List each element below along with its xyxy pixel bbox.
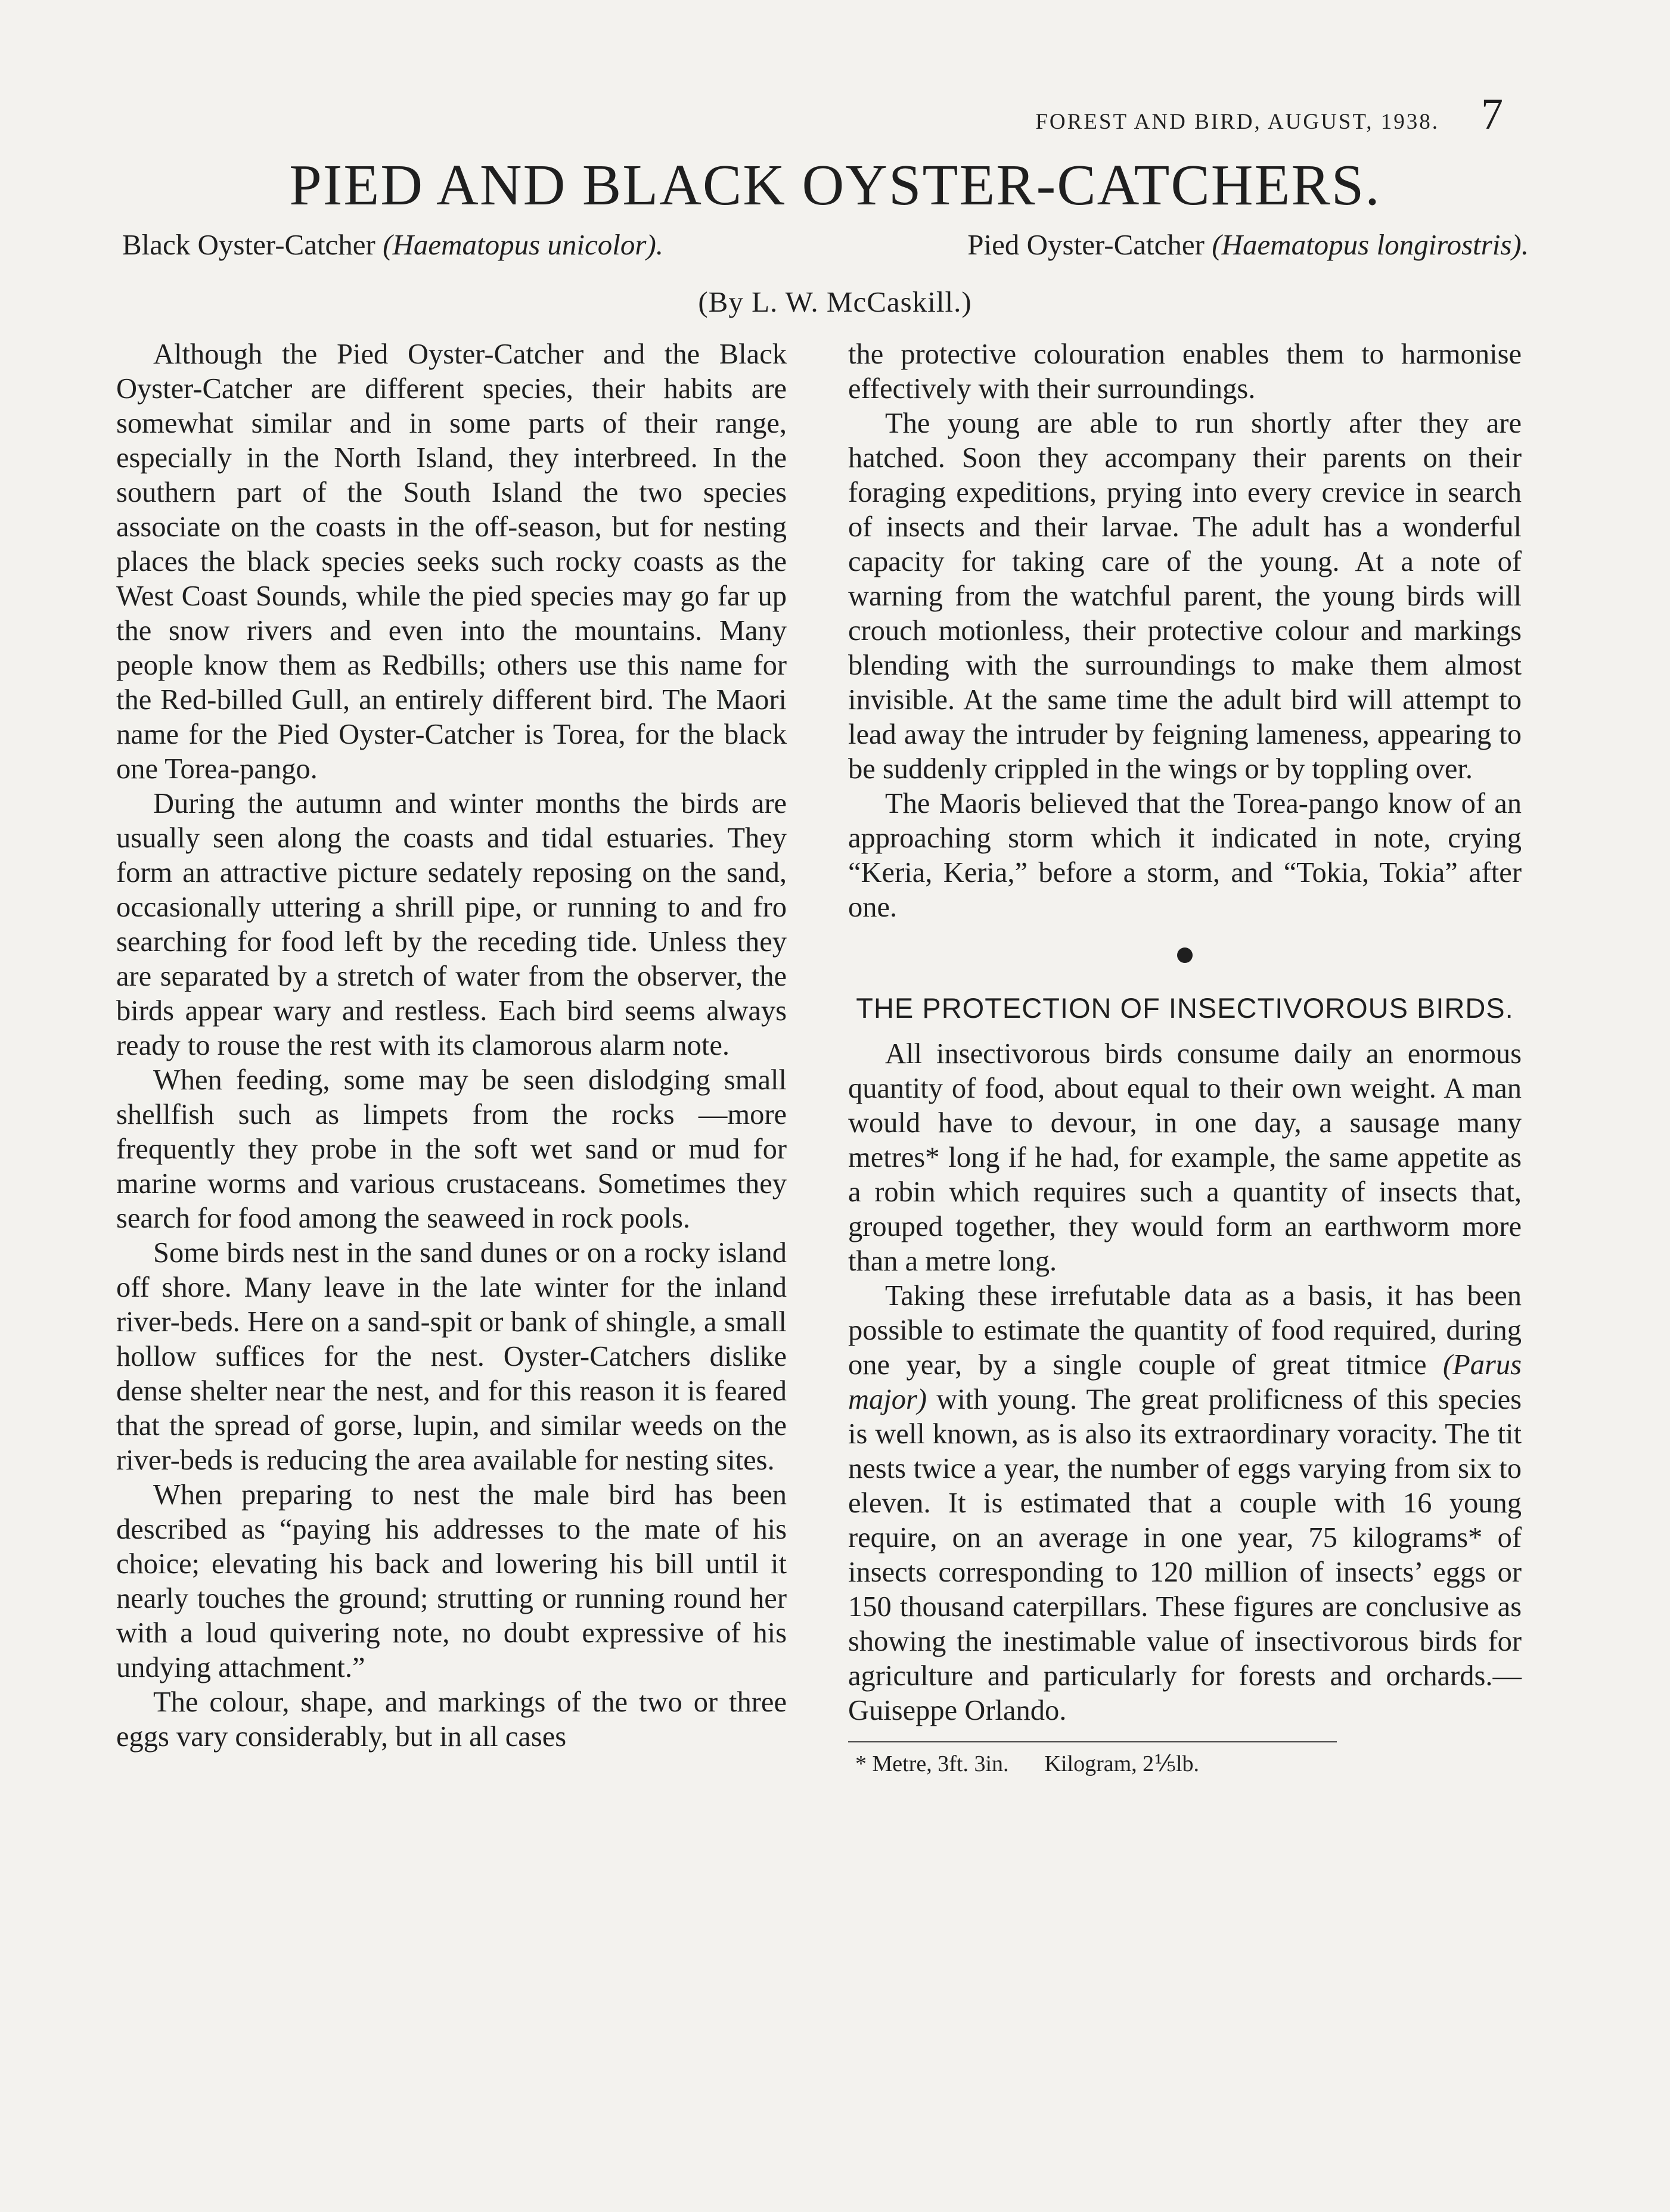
subtitle-pied-oyster-catcher: Pied Oyster-Catcher (Haematopus longirostris).: [967, 228, 1529, 261]
paragraph: When feeding, some may be seen dislodging small shellfish such as limpets from the rocks —more frequently they probe in the soft wet sand or mud for marine worms and various crustaceans. Sometimes they search for food among the seaweed in rock pools.: [116, 1064, 787, 1234]
footnote-kilogram: Kilogram, 2⅕lb.: [1044, 1751, 1200, 1776]
byline: (By L. W. McCaskill.): [698, 285, 972, 318]
section-separator-dot: [1177, 947, 1193, 963]
running-header: [1035, 89, 1503, 140]
left-column: [116, 337, 787, 1754]
section-heading: THE PROTECTION OF INSECTIVOROUS BIRDS.: [856, 992, 1514, 1024]
paragraph: The young are able to run shortly after they are hatched. Soon they accompany their parents on their foraging expeditions, prying into every crevice in search of insects and their larvae. The adult has a wonderful capacity for taking care of the young. At a note of warning from the watchful parent, the young birds will crouch motionless, their protective colour and markings blending with the surroundings to make them almost invisible. At the same time the adult bird will attempt to lead away the intruder by feigning lameness, appearing to be suddenly crippled in the wings or by toppling over.: [848, 408, 1522, 785]
subtitle-black-oyster-catcher: Black Oyster-Catcher (Haematopus unicolor).: [122, 228, 664, 261]
footnote-divider: [848, 1741, 1337, 1742]
paragraph: Some birds nest in the sand dunes or on a rocky island off shore. Many leave in the late winter for the inland river-beds. Here on a sand-spit or bank of shingle, a small hollow suffices for the nest. Oyster-Catchers dislike dense shelter near the nest, and for this reason it is feared that the spread of gorse, lupin, and similar weeds on the river-beds is reducing the area available for nesting sites.: [116, 1237, 787, 1476]
right-column: [848, 337, 1522, 1778]
paragraph-continued: the protective colouration enables them to harmonise effectively with their surroundings.: [848, 338, 1522, 405]
paragraph: Taking these irrefutable data as a basis, it has been possible to estimate the quantity of food required, during one year, by a single couple of great titmice (Parus major) with young. The great prolificness of this species is well known, as is also its extraordinary voracity. The tit nests twice a year, the number of eggs varying from six to eleven. It is estimated that a couple with 16 young require, on an average in one year, 75 kilograms* of insects corresponding to 120 million of insects’ eggs or 150 thousand caterpillars. These figures are conclusive as showing the inestimable value of insectivorous birds for agriculture and particularly for forests and orchards.—Guiseppe Orlando.: [848, 1280, 1522, 1726]
paragraph: When preparing to nest the male bird has been described as “paying his addresses to the mate of his choice; elevating his back and lowering his bill until it nearly touches the ground; strutting or running round her with a loud quivering note, no doubt expressive of his undying attachment.”: [116, 1479, 787, 1683]
paragraph: All insectivorous birds consume daily an enormous quantity of food, about equal to their own weight. A man would have to devour, in one day, a sausage many metres* long if he had, for example, the same appetite as a robin which requires such a quantity of insects that, grouped together, they would form an earthworm more than a metre long.: [848, 1038, 1522, 1277]
footnote-metre: * Metre, 3ft. 3in.: [855, 1751, 1009, 1776]
paragraph: The colour, shape, and markings of the two or three eggs vary considerably, but in all cases: [116, 1686, 787, 1753]
running-title: FOREST AND BIRD, AUGUST, 1938.: [1035, 110, 1439, 134]
paragraph: Although the Pied Oyster-Catcher and the Black Oyster-Catcher are different species, their habits are somewhat similar and in some parts of their range, especially in the North Island, they interbreed. In the southern part of the South Island the two species associate on the coasts in the off-season, but for nesting places the black species seeks such rocky coasts as the West Coast Sounds, while the pied species may go far up the snow rivers and even into the mountains. Many people know them as Redbills; others use this name for the Red-billed Gull, an entirely different bird. The Maori name for the Pied Oyster-Catcher is Torea, for the black one Torea-pango.: [116, 338, 787, 785]
species-subtitles: [122, 228, 1529, 262]
paragraph: During the autumn and winter months the birds are usually seen along the coasts and tidal estuaries. They form an attractive picture sedately reposing on the sand, occasionally uttering a shrill pipe, or running to and fro searching for food left by the receding tide. Unless they are separated by a stretch of water from the observer, the birds appear wary and restless. Each bird seems always ready to rouse the rest with its clamorous alarm note.: [116, 788, 787, 1061]
footnote: [848, 1750, 1522, 1778]
article-title: PIED AND BLACK OYSTER-CATCHERS.: [289, 153, 1381, 218]
page-number: 7: [1481, 90, 1503, 139]
paragraph: The Maoris believed that the Torea-pango know of an approaching storm which it indicated in note, crying “Keria, Keria,” before a storm, and “Tokia, Tokia” after one.: [848, 788, 1522, 923]
